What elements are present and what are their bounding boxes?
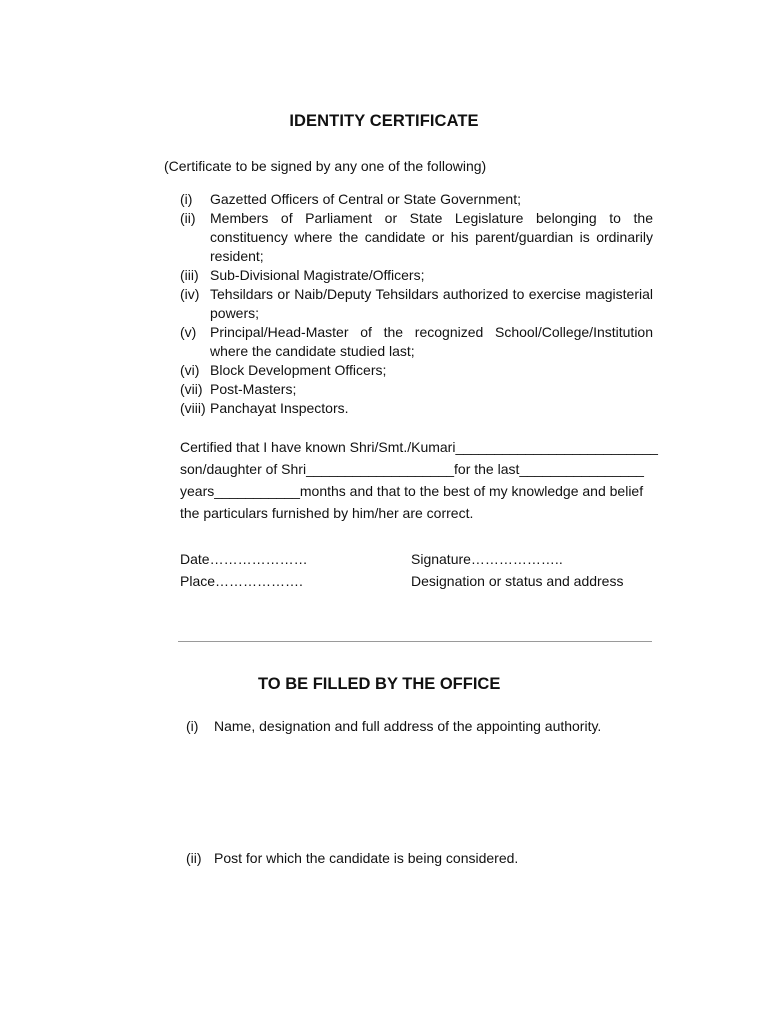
certification-line: years___________months and that to the best of my knowledge and belief (180, 483, 644, 499)
list-item (180, 190, 653, 209)
signatory-intro: (Certificate to be signed by any one of the following) (164, 158, 487, 174)
certification-statement (180, 436, 658, 524)
certification-line: the particulars furnished by him/her are correct. (180, 505, 474, 521)
list-item-text: Sub-Divisional Magistrate/Officers; (210, 267, 425, 283)
office-item-text: Name, designation and full address of the appointing authority. (214, 718, 602, 734)
certification-line: Certified that I have known Shri/Smt./Kumari__________________________ (180, 439, 658, 455)
list-item (180, 399, 653, 418)
list-item-text: Post-Masters; (210, 381, 297, 397)
list-item-number: (iii) (180, 267, 199, 283)
office-item-number: (ii) (186, 850, 202, 866)
list-item-text: Panchayat Inspectors. (210, 400, 349, 416)
place-field: Place………………. (180, 573, 303, 589)
certification-line: son/daughter of Shri___________________for the last________________ (180, 461, 644, 477)
date-field: Date………………… (180, 551, 308, 567)
office-item-number: (i) (186, 718, 199, 734)
office-section-title: TO BE FILLED BY THE OFFICE (258, 675, 501, 693)
list-item-number: (i) (180, 191, 193, 207)
list-item-text: Block Development Officers; (210, 362, 387, 378)
page-title: IDENTITY CERTIFICATE (289, 112, 479, 130)
list-item-text: Principal/Head-Master of the recognized School/College/Institution where the candidate studied last; (210, 324, 653, 359)
list-item-number: (viii) (180, 400, 206, 416)
date-place-block (180, 548, 308, 592)
list-item-text: Tehsildars or Naib/Deputy Tehsildars authorized to exercise magisterial powers; (210, 286, 653, 321)
office-item (186, 718, 601, 734)
list-item-number: (ii) (180, 210, 196, 226)
signature-block (411, 548, 623, 592)
signature-field: Signature……………….. (411, 551, 563, 567)
designation-field: Designation or status and address (411, 573, 624, 589)
list-item (180, 323, 653, 361)
list-item (180, 209, 653, 266)
office-item (186, 850, 518, 866)
office-item-text: Post for which the candidate is being considered. (214, 850, 519, 866)
list-item-number: (vii) (180, 381, 203, 397)
list-item-text: Members of Parliament or State Legislature belonging to the constituency where the candidate or his parent/guardian is ordinarily resident; (210, 210, 653, 264)
list-item (180, 266, 653, 285)
list-item (180, 380, 653, 399)
list-item-number: (iv) (180, 286, 200, 302)
list-item-number: (v) (180, 324, 197, 340)
list-item-text: Gazetted Officers of Central or State Government; (210, 191, 521, 207)
list-item (180, 285, 653, 323)
list-item-number: (vi) (180, 362, 200, 378)
section-divider (178, 641, 652, 642)
authority-list (180, 190, 653, 418)
list-item (180, 361, 653, 380)
